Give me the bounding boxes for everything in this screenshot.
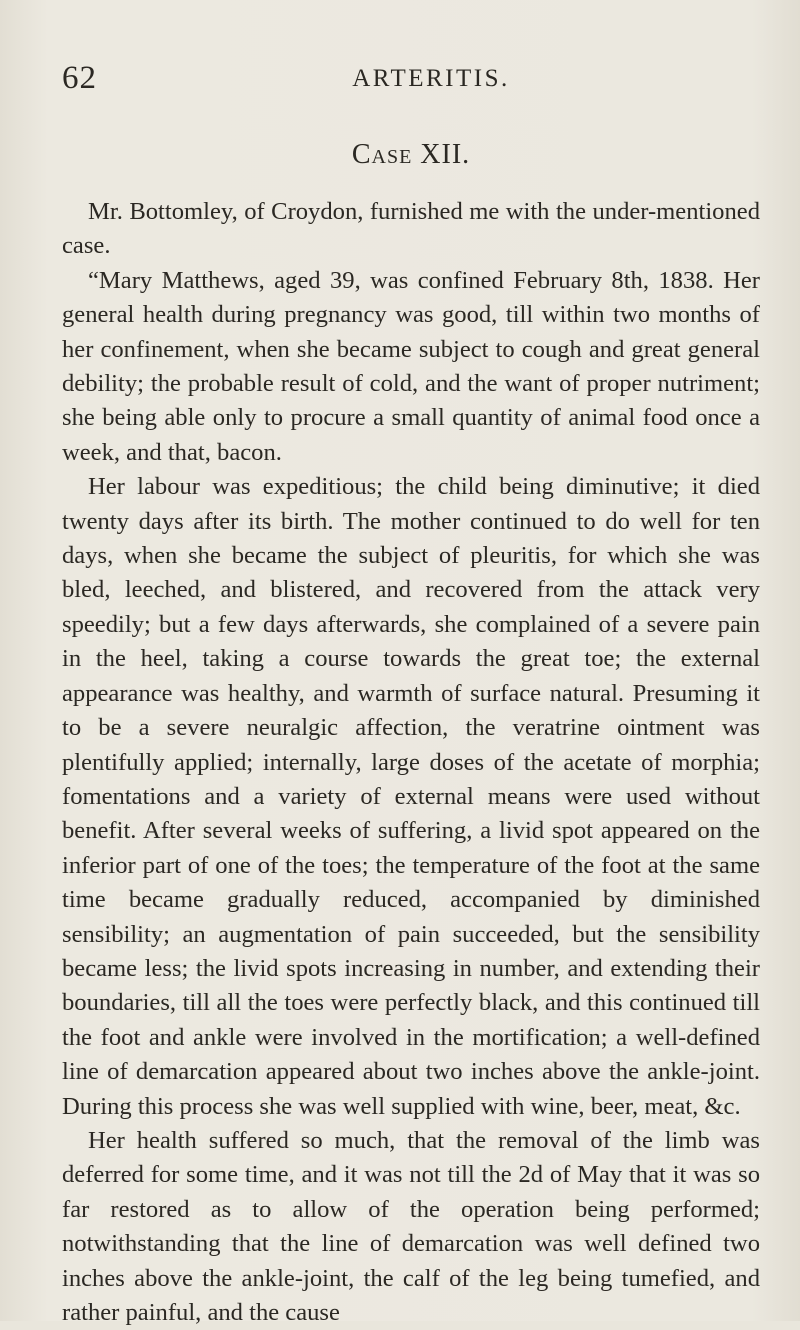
case-heading: Case XII. [351, 139, 471, 170]
body-text [62, 195, 760, 1330]
running-title: ARTERITIS. [352, 65, 510, 92]
page-number: 62 [62, 60, 97, 96]
paragraph-4: Her health suffered so much, that the removal of the limb was deferred for some time, and it was not till the 2d of May that it was so far restored as to allow of the operation being performed; notwithstanding that the line of demarcation was well defined two inches above the ankle-joint, the calf of the leg being tumefied, and rather painful, and the cause [62, 1126, 760, 1326]
running-head [62, 58, 760, 98]
paragraph-3: Her labour was expeditious; the child being diminutive; it died twenty days after its birth. The mother continued to do well for ten days, when she became the subject of pleuritis, for which she was bled, leeched, and blistered, and recovered from the attack very speedily; but a few days afterwards, she complained of a severe pain in the heel, taking a course towards the great toe; the external appearance was healthy, and warmth of surface natural. Presuming it to be a severe neuralgic affection, the veratrine ointment was plentifully applied; internally, large doses of the acetate of morphia; fomentations and a variety of external means were used without benefit. After several weeks of suffering, a livid spot appeared on the inferior part of one of the toes; the temperature of the foot at the same time became gradually reduced, accompanied by diminished sensibility; an augmentation of pain succeeded, but the sensibility became less; the livid spots increasing in number, and extending their boundaries, till all the toes were perfectly black, and this continued till the foot and ankle were involved in the mortification; a well-defined line of demarcation appeared about two inches above the ankle-joint. During this process she was well supplied with wine, beer, meat, &c. [62, 473, 760, 1120]
paragraph-1: Mr. Bottomley, of Croydon, furnished me with the under-mentioned case. [62, 198, 760, 260]
paragraph-2: “Mary Matthews, aged 39, was confined February 8th, 1838. Her general health during pregnancy was good, till within two months of her confinement, when she became subject to cough and great general debility; the probable result of cold, and the want of proper nutriment; she being able only to procure a small quantity of animal food once a week, and that, bacon. [62, 266, 760, 466]
